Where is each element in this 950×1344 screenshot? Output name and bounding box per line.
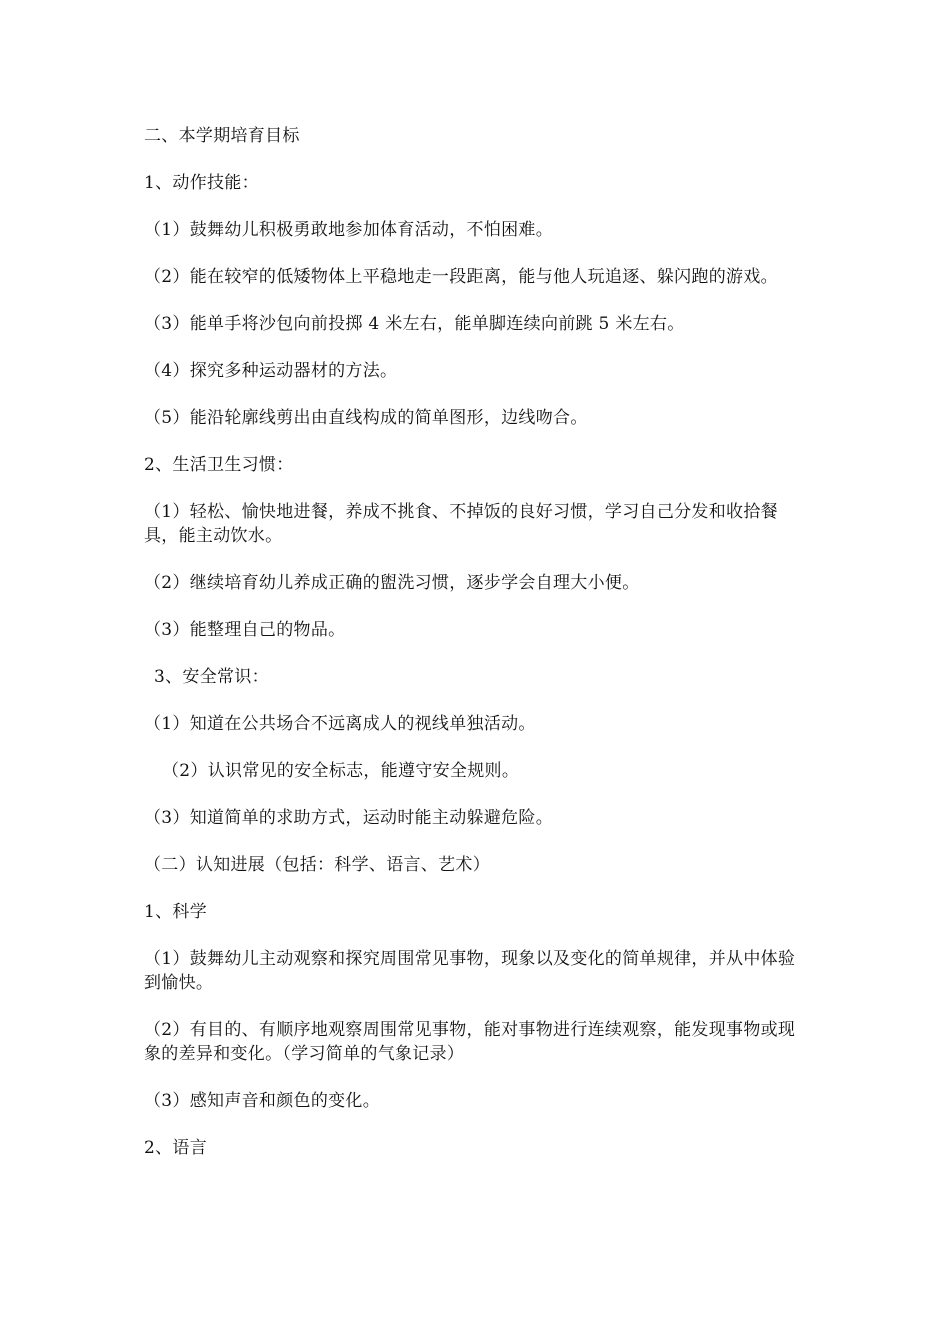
subsection-heading: 3、安全常识： [154,667,269,687]
list-item: （4）探究多种运动器材的方法。 [144,361,398,381]
section-heading: 二、本学期培育目标 [144,126,300,146]
section-heading: （二）认知进展（包括：科学、语言、艺术） [144,855,490,875]
list-item: （3）能整理自己的物品。 [144,620,346,640]
list-item: （5）能沿轮廓线剪出由直线构成的简单图形，边线吻合。 [144,408,588,428]
list-item: （1）鼓舞幼儿积极勇敢地参加体育活动，不怕困难。 [144,220,554,240]
list-item: （1）鼓舞幼儿主动观察和探究周围常见事物，现象以及变化的简单规律，并从中体验到愉快。 [144,949,796,993]
list-item: （1）轻松、愉快地进餐，养成不挑食、不掉饭的良好习惯，学习自己分发和收拾餐具，能主动饮水。 [144,502,778,546]
list-item: （2）认识常见的安全标志，能遵守安全规则。 [162,761,520,781]
subsection-heading: 1、科学 [144,902,208,922]
subsection-heading: 2、生活卫生习惯： [144,455,294,475]
list-item: （2）有目的、有顺序地观察周围常见事物，能对事物进行连续观察，能发现事物或现象的差异和变化。（学习简单的气象记录） [144,1020,796,1064]
list-item: （2）能在较窄的低矮物体上平稳地走一段距离，能与他人玩追逐、躲闪跑的游戏。 [144,267,778,287]
subsection-heading: 2、语言 [144,1138,208,1158]
list-item: （3）感知声音和颜色的变化。 [144,1091,381,1111]
list-item: （1）知道在公共场合不远离成人的视线单独活动。 [144,714,536,734]
document-body [144,124,810,1183]
list-item: （2）继续培育幼儿养成正确的盥洗习惯，逐步学会自理大小便。 [144,573,640,593]
list-item: （3）知道简单的求助方式，运动时能主动躲避危险。 [144,808,554,828]
list-item: （3）能单手将沙包向前投掷 4 米左右，能单脚连续向前跳 5 米左右。 [144,314,685,334]
subsection-heading: 1、动作技能： [144,173,259,193]
